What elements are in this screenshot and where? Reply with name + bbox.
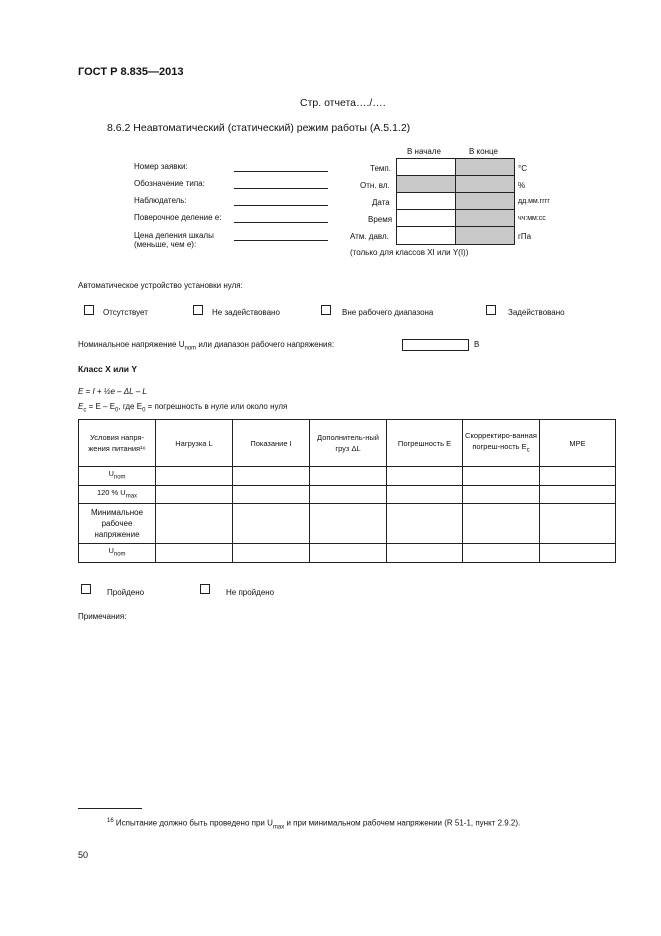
table-row [79, 467, 616, 486]
field-line-verification-interval[interactable] [234, 222, 328, 223]
table-cell[interactable] [233, 485, 310, 504]
checkbox-not-engaged[interactable] [193, 305, 203, 315]
table-header-cell: Скорректиро-ванная погреш-ность $E_c$ [463, 420, 540, 467]
env-row-label: Время [368, 215, 393, 224]
row-condition: $U_{nom}$ [79, 467, 156, 486]
env-cell-pressure-end[interactable] [455, 226, 515, 245]
table-cell[interactable] [387, 485, 463, 504]
table-header-cell: Условия напря-жения питания¹⁶ [79, 420, 156, 467]
table-cell[interactable] [233, 504, 310, 544]
checkbox-engaged[interactable] [486, 305, 496, 315]
field-label-type-designation: Обозначение типа: [134, 179, 205, 188]
result-fail-label: Не пройдено [226, 588, 275, 597]
env-cell-temp-start[interactable] [396, 158, 456, 176]
table-row [79, 504, 616, 544]
env-cell-humidity-start[interactable] [396, 175, 456, 193]
env-cell-time-start[interactable] [396, 209, 456, 227]
table-header-cell: Нагрузка L [156, 420, 233, 467]
env-cell-date-end[interactable] [455, 192, 515, 210]
table-cell[interactable] [310, 544, 387, 563]
row-condition: 120 % $U_{max}$ [79, 485, 156, 504]
env-cell-temp-end[interactable] [455, 158, 515, 176]
row-condition: $U_{nom}$ [79, 544, 156, 563]
field-label-scale-interval: Цена деления шкалы [134, 231, 214, 240]
formula-error: E = I + ½e – ΔL – L [78, 387, 147, 396]
checkbox-fail[interactable] [200, 584, 210, 594]
option-label-not-engaged: Не задействовано [212, 308, 280, 317]
table-cell[interactable] [156, 485, 233, 504]
table-cell[interactable] [463, 504, 540, 544]
field-line-type-designation[interactable] [234, 188, 328, 189]
results-table [78, 419, 616, 563]
field-label-verification-interval: Поверочное деление e: [134, 213, 222, 222]
table-cell[interactable] [156, 467, 233, 486]
table-cell[interactable] [387, 467, 463, 486]
env-cell-humidity-end[interactable] [455, 175, 515, 193]
page-number: 50 [78, 850, 89, 860]
field-label-application-number: Номер заявки: [134, 162, 188, 171]
table-cell[interactable] [310, 467, 387, 486]
report-page-reference: Стр. отчета…./…. [300, 97, 386, 109]
notes-label: Примечания: [78, 612, 127, 621]
voltage-label: Номинальное напряжение $U_{nom}$ или диапазон рабочего напряжения: [78, 340, 335, 352]
document-header: ГОСТ Р 8.835—2013 [78, 66, 184, 78]
env-note: (только для классов XI или Y(I)) [350, 248, 469, 257]
table-cell[interactable] [463, 544, 540, 563]
zero-device-title: Автоматическое устройство установки нуля: [78, 281, 243, 290]
row-condition: Минимальное рабочее напряжение [79, 504, 156, 544]
option-label-out-of-range: Вне рабочего диапазона [342, 308, 434, 317]
table-cell[interactable] [540, 544, 616, 563]
voltage-input-box[interactable] [402, 339, 469, 351]
field-label-scale-interval-note: (меньше, чем e): [134, 240, 197, 249]
env-cell-date-start[interactable] [396, 192, 456, 210]
table-row [79, 485, 616, 504]
table-header-cell: MPE [540, 420, 616, 467]
env-unit: чч:мм:сс [518, 215, 546, 222]
table-cell[interactable] [156, 504, 233, 544]
option-label-absent: Отсутствует [103, 308, 148, 317]
result-pass-label: Пройдено [107, 588, 145, 597]
field-line-application-number[interactable] [234, 171, 328, 172]
table-header-cell: Дополнитель-ный груз ΔL [310, 420, 387, 467]
table-header-cell: Погрешность E [387, 420, 463, 467]
env-col-end: В конце [469, 147, 498, 156]
env-unit: гПа [518, 232, 532, 241]
table-cell[interactable] [387, 544, 463, 563]
footnote-divider [78, 808, 142, 809]
env-row-label: Темп. [370, 164, 391, 173]
table-cell[interactable] [310, 504, 387, 544]
table-cell[interactable] [463, 485, 540, 504]
class-title: Класс X или Y [78, 364, 138, 374]
checkbox-pass[interactable] [81, 584, 91, 594]
table-cell[interactable] [233, 544, 310, 563]
table-header-cell: Показание I [233, 420, 310, 467]
formula-corrected-error: $E_c = E - E_0$, где $E_0$ = погрешность в нуле или около нуля [78, 402, 288, 414]
table-header-row [79, 420, 616, 467]
voltage-unit: В [474, 340, 480, 349]
table-cell[interactable] [540, 504, 616, 544]
env-unit: °C [518, 164, 527, 173]
env-unit: дд.мм.гггг [518, 198, 550, 205]
env-cell-pressure-start[interactable] [396, 226, 456, 245]
table-cell[interactable] [540, 485, 616, 504]
table-cell[interactable] [463, 467, 540, 486]
env-row-label: Дата [372, 198, 390, 207]
table-row [79, 544, 616, 563]
table-cell[interactable] [156, 544, 233, 563]
table-cell[interactable] [233, 467, 310, 486]
checkbox-out-of-range[interactable] [321, 305, 331, 315]
env-col-start: В начале [407, 147, 441, 156]
table-cell[interactable] [310, 485, 387, 504]
option-label-engaged: Задействовано [508, 308, 565, 317]
env-unit: % [518, 181, 526, 190]
env-row-label: Атм. давл. [350, 232, 389, 241]
checkbox-absent[interactable] [84, 305, 94, 315]
field-line-scale-interval[interactable] [234, 240, 328, 241]
footnote: $^{16}$ Испытание должно быть проведено при $U_{max}$ и при минимальном рабочем напряжении (R 51-1, пункт 2.9.2). [107, 818, 521, 831]
section-title: 8.6.2 Неавтоматический (статический) режим работы (А.5.1.2) [107, 122, 411, 134]
env-cell-time-end[interactable] [455, 209, 515, 227]
env-row-label: Отн. вл. [360, 181, 390, 190]
table-cell[interactable] [387, 504, 463, 544]
table-cell[interactable] [540, 467, 616, 486]
field-label-observer: Наблюдатель: [134, 196, 187, 205]
field-line-observer[interactable] [234, 205, 328, 206]
